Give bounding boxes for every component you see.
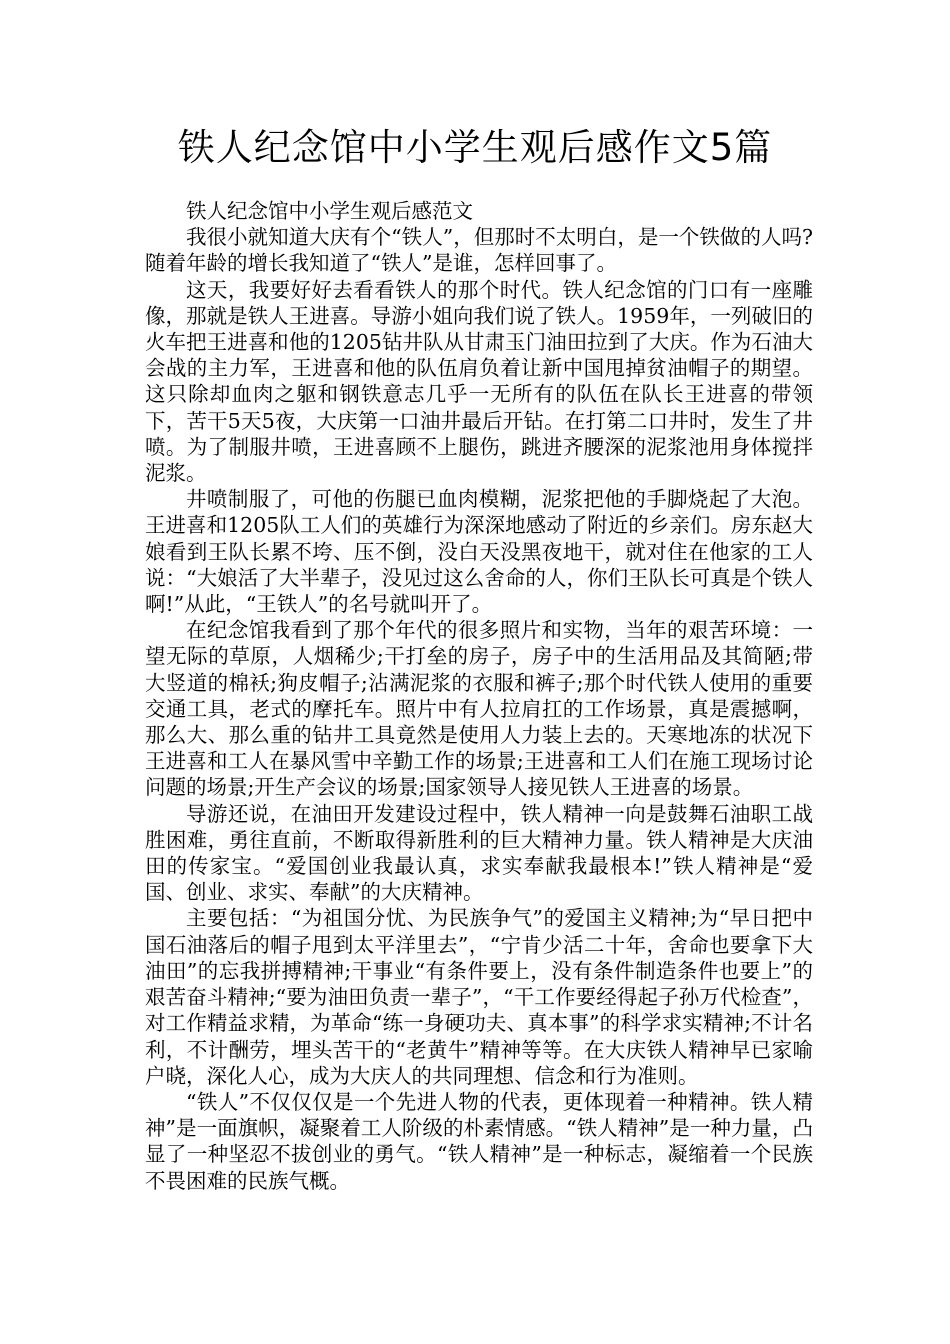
paragraph: 这天，我要好好去看看铁人的那个时代。铁人纪念馆的门口有一座雕像，那就是铁人王进喜。导游小姐向我们说了铁人。1959年，一列破旧的火车把王进喜和他的1205钻井队从甘肃玉门油田拉到了大庆。作为石油大会战的主力军，王进喜和他的队伍肩负着让新中国甩掉贫油帽子的期望。这只除却血肉之躯和钢铁意志几乎一无所有的队伍在队长王进喜的带领下，苦干5天5夜，大庆第一口油井最后开钻。在打第二口井时，发生了井喷。为了制服井喷，王进喜顾不上腿伤，跳进齐腰深的泥浆池用身体搅拌泥浆。 (145, 277, 813, 486)
document-body (145, 198, 813, 1194)
paragraph: 主要包括：“为祖国分忧、为民族争气”的爱国主义精神;为“早日把中国石油落后的帽子甩到太平洋里去”，“宁肯少活二十年，舍命也要拿下大油田”的忘我拼搏精神;干事业“有条件要上，没有条件制造条件也要上”的艰苦奋斗精神;“要为油田负责一辈子”，“干工作要经得起子孙万代检查”，对工作精益求精，为革命“练一身硬功夫、真本事”的科学求实精神;不计名利，不计酬劳，埋头苦干的“老黄牛”精神等等。在大庆铁人精神早已家喻户晓，深化人心，成为大庆人的共同理想、信念和行为准则。 (145, 906, 813, 1088)
paragraph: 我很小就知道大庆有个“铁人”，但那时不太明白，是一个铁做的人吗?随着年龄的增长我知道了“铁人”是谁，怎样回事了。 (145, 225, 813, 276)
paragraph: 导游还说，在油田开发建设过程中，铁人精神一向是鼓舞石油职工战胜困难，勇往直前，不断取得新胜利的巨大精神力量。铁人精神是大庆油田的传家宝。“爱国创业我最认真，求实奉献我最根本!”铁人精神是“爱国、创业、求实、奉献”的大庆精神。 (145, 801, 813, 905)
paragraph: 井喷制服了，可他的伤腿已血肉模糊，泥浆把他的手脚烧起了大泡。王进喜和1205队工人们的英雄行为深深地感动了附近的乡亲们。房东赵大娘看到王队长累不垮、压不倒，没白天没黑夜地干，就对住在他家的工人说：“大娘活了大半辈子，没见过这么舍命的人，你们王队长可真是个铁人啊!”从此，“王铁人”的名号就叫开了。 (145, 487, 813, 617)
paragraph: 在纪念馆我看到了那个年代的很多照片和实物，当年的艰苦环境：一望无际的草原，人烟稀少;干打垒的房子，房子中的生活用品及其简陋;带大竖道的棉袄;狗皮帽子;沾满泥浆的衣服和裤子;那个时代铁人使用的重要交通工具，老式的摩托车。照片中有人拉肩扛的工作场景，真是震撼啊，那么大、那么重的钻井工具竟然是使用人力装上去的。天寒地冻的状况下王进喜和工人在暴风雪中辛勤工作的场景;王进喜和工人们在施工现场讨论问题的场景;开生产会议的场景;国家领导人接见铁人王进喜的场景。 (145, 618, 813, 800)
paragraph: “铁人”不仅仅仅是一个先进人物的代表，更体现着一种精神。铁人精神”是一面旗帜，凝聚着工人阶级的朴素情感。“铁人精神”是一种力量，凸显了一种坚忍不拔创业的勇气。“铁人精神”是一种标志，凝缩着一个民族不畏困难的民族气概。 (145, 1089, 813, 1193)
document-subtitle: 铁人纪念馆中小学生观后感范文 (186, 199, 473, 223)
document-title: 铁人纪念馆中小学生观后感作文5篇 (177, 126, 773, 169)
